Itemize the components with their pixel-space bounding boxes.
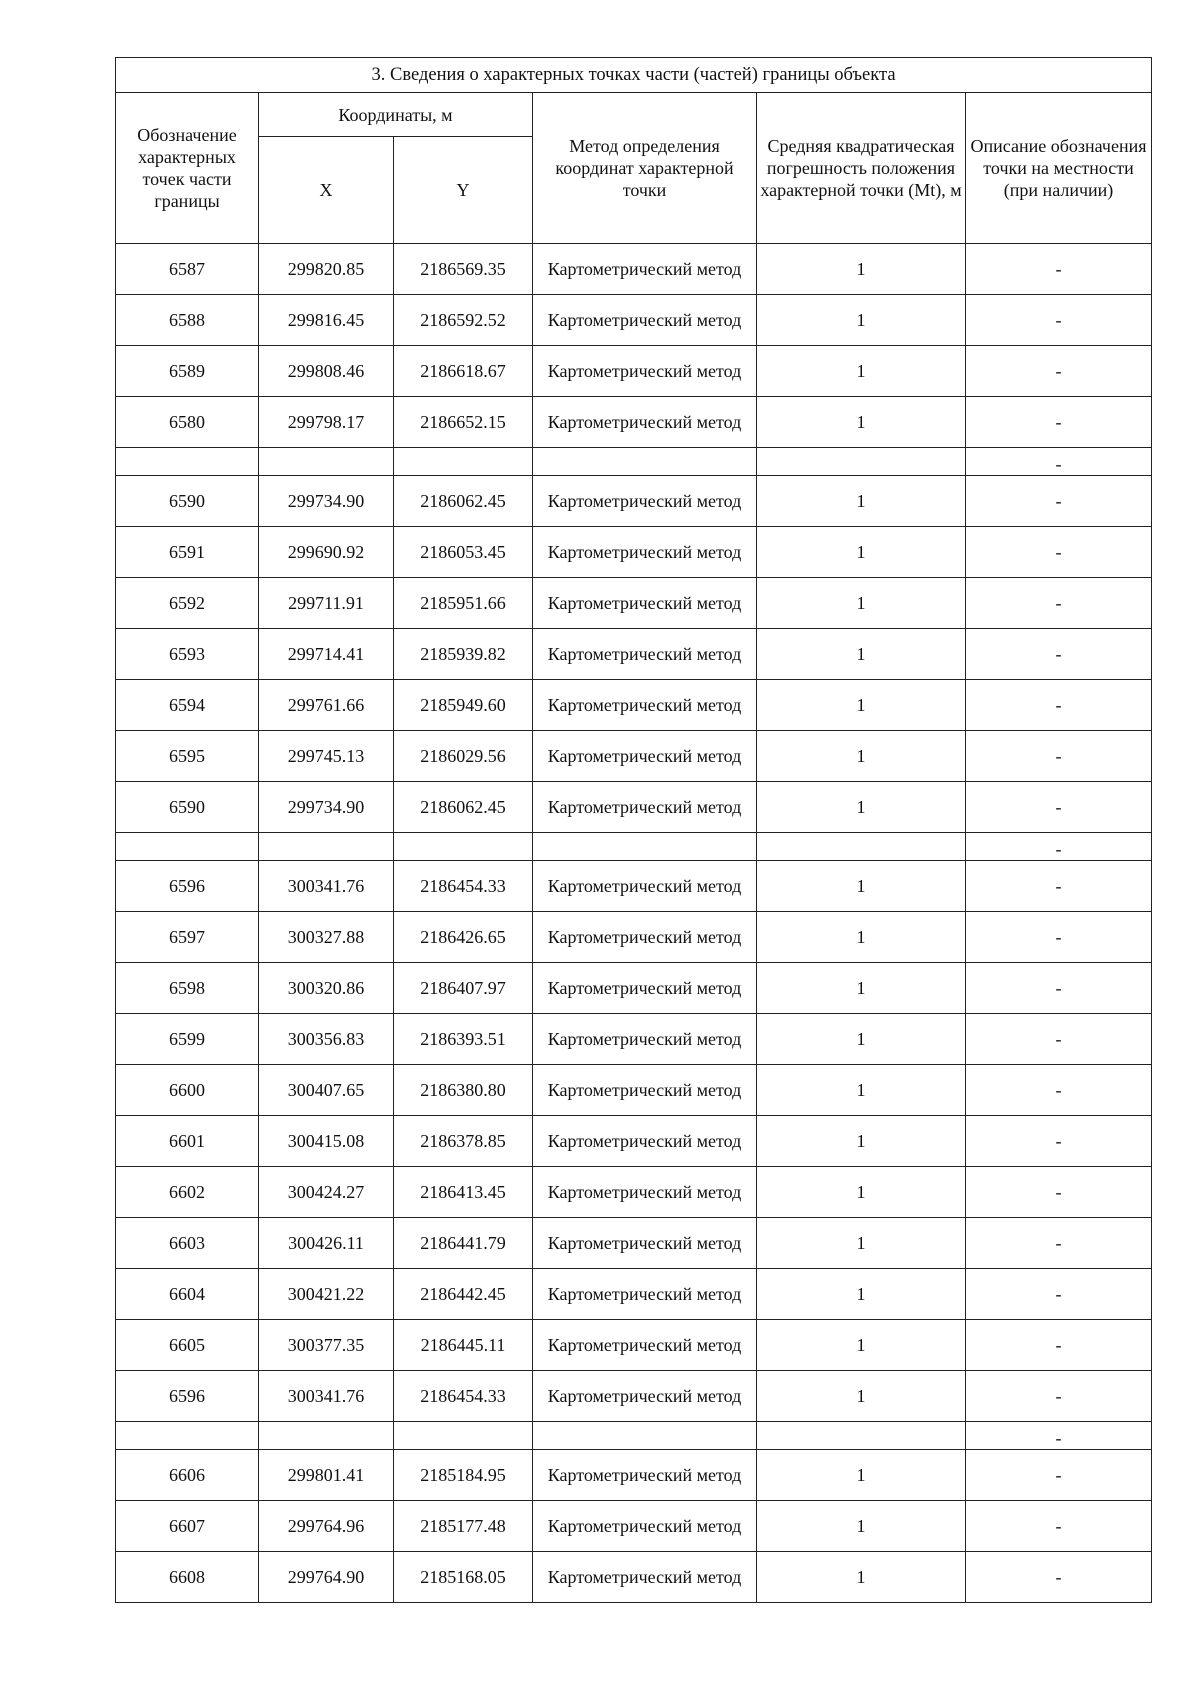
accuracy-mt: 1 bbox=[757, 1552, 966, 1603]
empty-cell bbox=[259, 1422, 394, 1450]
coord-y: 2186413.45 bbox=[394, 1167, 533, 1218]
point-description: - bbox=[966, 295, 1152, 346]
method: Картометрический метод bbox=[533, 578, 757, 629]
accuracy-mt: 1 bbox=[757, 963, 966, 1014]
point-number: 6588 bbox=[116, 295, 259, 346]
point-description: - bbox=[966, 1065, 1152, 1116]
accuracy-mt: 1 bbox=[757, 1269, 966, 1320]
coord-x: 299801.41 bbox=[259, 1450, 394, 1501]
accuracy-mt: 1 bbox=[757, 861, 966, 912]
table-title-row bbox=[116, 58, 1152, 93]
table-row bbox=[116, 346, 1152, 397]
coord-x: 299761.66 bbox=[259, 680, 394, 731]
point-number: 6594 bbox=[116, 680, 259, 731]
coord-x: 299690.92 bbox=[259, 527, 394, 578]
point-description: - bbox=[966, 782, 1152, 833]
accuracy-mt: 1 bbox=[757, 629, 966, 680]
table-row bbox=[116, 782, 1152, 833]
point-number: 6587 bbox=[116, 244, 259, 295]
coord-y: 2186592.52 bbox=[394, 295, 533, 346]
coord-y: 2186378.85 bbox=[394, 1116, 533, 1167]
accuracy-mt: 1 bbox=[757, 244, 966, 295]
point-description: - bbox=[966, 578, 1152, 629]
header-description: Описание обозначения точки на местности (при наличии) bbox=[966, 93, 1152, 244]
method: Картометрический метод bbox=[533, 1552, 757, 1603]
empty-cell bbox=[757, 1422, 966, 1450]
empty-cell bbox=[116, 833, 259, 861]
table-row bbox=[116, 527, 1152, 578]
method: Картометрический метод bbox=[533, 629, 757, 680]
table-row bbox=[116, 1269, 1152, 1320]
point-number: 6602 bbox=[116, 1167, 259, 1218]
empty-cell bbox=[757, 833, 966, 861]
point-number: 6591 bbox=[116, 527, 259, 578]
table-title: 3. Сведения о характерных точках части (частей) границы объекта bbox=[116, 58, 1152, 93]
table-row bbox=[116, 963, 1152, 1014]
point-description: - bbox=[966, 1422, 1152, 1450]
method: Картометрический метод bbox=[533, 397, 757, 448]
coord-x: 299798.17 bbox=[259, 397, 394, 448]
method: Картометрический метод bbox=[533, 244, 757, 295]
table-row bbox=[116, 476, 1152, 527]
coord-x: 300341.76 bbox=[259, 861, 394, 912]
accuracy-mt: 1 bbox=[757, 578, 966, 629]
point-number: 6608 bbox=[116, 1552, 259, 1603]
coord-x: 300421.22 bbox=[259, 1269, 394, 1320]
point-description: - bbox=[966, 1218, 1152, 1269]
method: Картометрический метод bbox=[533, 680, 757, 731]
point-number: 6606 bbox=[116, 1450, 259, 1501]
coord-y: 2185177.48 bbox=[394, 1501, 533, 1552]
table-row bbox=[116, 1065, 1152, 1116]
point-number: 6598 bbox=[116, 963, 259, 1014]
coord-x: 300426.11 bbox=[259, 1218, 394, 1269]
method: Картометрический метод bbox=[533, 1501, 757, 1552]
accuracy-mt: 1 bbox=[757, 912, 966, 963]
empty-cell bbox=[394, 1422, 533, 1450]
empty-cell bbox=[259, 448, 394, 476]
empty-cell bbox=[116, 1422, 259, 1450]
accuracy-mt: 1 bbox=[757, 1501, 966, 1552]
point-number: 6596 bbox=[116, 861, 259, 912]
coord-y: 2186618.67 bbox=[394, 346, 533, 397]
separator-row bbox=[116, 833, 1152, 861]
table-row bbox=[116, 578, 1152, 629]
point-description: - bbox=[966, 346, 1152, 397]
coord-x: 299734.90 bbox=[259, 476, 394, 527]
boundary-points-table bbox=[115, 57, 1152, 1603]
point-number: 6599 bbox=[116, 1014, 259, 1065]
method: Картометрический метод bbox=[533, 963, 757, 1014]
coord-y: 2185939.82 bbox=[394, 629, 533, 680]
method: Картометрический метод bbox=[533, 1065, 757, 1116]
coord-x: 299714.41 bbox=[259, 629, 394, 680]
method: Картометрический метод bbox=[533, 1116, 757, 1167]
accuracy-mt: 1 bbox=[757, 1320, 966, 1371]
header-designation: Обозначение характерных точек части границы bbox=[116, 93, 259, 244]
method: Картометрический метод bbox=[533, 1218, 757, 1269]
method: Картометрический метод bbox=[533, 1269, 757, 1320]
method: Картометрический метод bbox=[533, 527, 757, 578]
accuracy-mt: 1 bbox=[757, 346, 966, 397]
coord-x: 299764.96 bbox=[259, 1501, 394, 1552]
accuracy-mt: 1 bbox=[757, 476, 966, 527]
table-row bbox=[116, 912, 1152, 963]
accuracy-mt: 1 bbox=[757, 731, 966, 782]
coord-y: 2185168.05 bbox=[394, 1552, 533, 1603]
coord-x: 300407.65 bbox=[259, 1065, 394, 1116]
method: Картометрический метод bbox=[533, 912, 757, 963]
empty-cell bbox=[757, 448, 966, 476]
empty-cell bbox=[533, 448, 757, 476]
method: Картометрический метод bbox=[533, 1450, 757, 1501]
table-row bbox=[116, 861, 1152, 912]
point-number: 6596 bbox=[116, 1371, 259, 1422]
table-row bbox=[116, 629, 1152, 680]
accuracy-mt: 1 bbox=[757, 782, 966, 833]
coord-y: 2186569.35 bbox=[394, 244, 533, 295]
method: Картометрический метод bbox=[533, 1320, 757, 1371]
coord-y: 2186454.33 bbox=[394, 861, 533, 912]
point-description: - bbox=[966, 448, 1152, 476]
table-row bbox=[116, 244, 1152, 295]
accuracy-mt: 1 bbox=[757, 1014, 966, 1065]
coord-x: 299808.46 bbox=[259, 346, 394, 397]
coord-y: 2186393.51 bbox=[394, 1014, 533, 1065]
coord-y: 2186062.45 bbox=[394, 782, 533, 833]
point-description: - bbox=[966, 1269, 1152, 1320]
method: Картометрический метод bbox=[533, 295, 757, 346]
empty-cell bbox=[533, 833, 757, 861]
point-description: - bbox=[966, 680, 1152, 731]
table-row bbox=[116, 1167, 1152, 1218]
table-row bbox=[116, 1014, 1152, 1065]
accuracy-mt: 1 bbox=[757, 1450, 966, 1501]
point-number: 6593 bbox=[116, 629, 259, 680]
header-x: X bbox=[259, 137, 394, 244]
coord-y: 2185951.66 bbox=[394, 578, 533, 629]
coord-x: 299816.45 bbox=[259, 295, 394, 346]
table-row bbox=[116, 397, 1152, 448]
coord-x: 299764.90 bbox=[259, 1552, 394, 1603]
coord-x: 300377.35 bbox=[259, 1320, 394, 1371]
table-row bbox=[116, 1501, 1152, 1552]
coord-y: 2186442.45 bbox=[394, 1269, 533, 1320]
coord-x: 300327.88 bbox=[259, 912, 394, 963]
point-description: - bbox=[966, 833, 1152, 861]
method: Картометрический метод bbox=[533, 731, 757, 782]
coord-x: 300424.27 bbox=[259, 1167, 394, 1218]
accuracy-mt: 1 bbox=[757, 295, 966, 346]
point-number: 6600 bbox=[116, 1065, 259, 1116]
empty-cell bbox=[533, 1422, 757, 1450]
empty-cell bbox=[394, 448, 533, 476]
table-row bbox=[116, 680, 1152, 731]
point-number: 6597 bbox=[116, 912, 259, 963]
coord-y: 2186445.11 bbox=[394, 1320, 533, 1371]
coord-y: 2186454.33 bbox=[394, 1371, 533, 1422]
header-accuracy: Средняя квадратическая погрешность положения характерной точки (Mt), м bbox=[757, 93, 966, 244]
empty-cell bbox=[259, 833, 394, 861]
point-number: 6603 bbox=[116, 1218, 259, 1269]
point-description: - bbox=[966, 244, 1152, 295]
point-number: 6590 bbox=[116, 782, 259, 833]
coord-x: 299711.91 bbox=[259, 578, 394, 629]
table-row bbox=[116, 295, 1152, 346]
accuracy-mt: 1 bbox=[757, 1371, 966, 1422]
point-number: 6595 bbox=[116, 731, 259, 782]
table-row bbox=[116, 1552, 1152, 1603]
point-number: 6605 bbox=[116, 1320, 259, 1371]
point-description: - bbox=[966, 861, 1152, 912]
point-description: - bbox=[966, 1167, 1152, 1218]
empty-cell bbox=[394, 833, 533, 861]
point-description: - bbox=[966, 912, 1152, 963]
method: Картометрический метод bbox=[533, 476, 757, 527]
point-description: - bbox=[966, 527, 1152, 578]
coord-x: 300341.76 bbox=[259, 1371, 394, 1422]
point-number: 6592 bbox=[116, 578, 259, 629]
coord-x: 299734.90 bbox=[259, 782, 394, 833]
accuracy-mt: 1 bbox=[757, 680, 966, 731]
point-description: - bbox=[966, 731, 1152, 782]
point-number: 6604 bbox=[116, 1269, 259, 1320]
accuracy-mt: 1 bbox=[757, 1065, 966, 1116]
coord-y: 2186062.45 bbox=[394, 476, 533, 527]
coord-x: 300356.83 bbox=[259, 1014, 394, 1065]
method: Картометрический метод bbox=[533, 1014, 757, 1065]
point-number: 6601 bbox=[116, 1116, 259, 1167]
accuracy-mt: 1 bbox=[757, 1218, 966, 1269]
coord-y: 2186053.45 bbox=[394, 527, 533, 578]
method: Картометрический метод bbox=[533, 1371, 757, 1422]
method: Картометрический метод bbox=[533, 1167, 757, 1218]
coord-x: 299745.13 bbox=[259, 731, 394, 782]
point-description: - bbox=[966, 397, 1152, 448]
accuracy-mt: 1 bbox=[757, 397, 966, 448]
method: Картометрический метод bbox=[533, 346, 757, 397]
table-row bbox=[116, 1218, 1152, 1269]
coord-y: 2186029.56 bbox=[394, 731, 533, 782]
header-method: Метод определения координат характерной точки bbox=[533, 93, 757, 244]
point-number: 6580 bbox=[116, 397, 259, 448]
coord-y: 2186441.79 bbox=[394, 1218, 533, 1269]
point-description: - bbox=[966, 1014, 1152, 1065]
coord-x: 299820.85 bbox=[259, 244, 394, 295]
method: Картометрический метод bbox=[533, 861, 757, 912]
header-y: Y bbox=[394, 137, 533, 244]
point-description: - bbox=[966, 963, 1152, 1014]
coord-y: 2186380.80 bbox=[394, 1065, 533, 1116]
coord-y: 2186426.65 bbox=[394, 912, 533, 963]
header-coordinates: Координаты, м bbox=[259, 93, 533, 137]
coord-y: 2185949.60 bbox=[394, 680, 533, 731]
point-number: 6589 bbox=[116, 346, 259, 397]
empty-cell bbox=[116, 448, 259, 476]
coord-y: 2185184.95 bbox=[394, 1450, 533, 1501]
coord-x: 300320.86 bbox=[259, 963, 394, 1014]
separator-row bbox=[116, 1422, 1152, 1450]
table-row bbox=[116, 1371, 1152, 1422]
header-row-1 bbox=[116, 93, 1152, 137]
accuracy-mt: 1 bbox=[757, 1167, 966, 1218]
coord-y: 2186407.97 bbox=[394, 963, 533, 1014]
coord-y: 2186652.15 bbox=[394, 397, 533, 448]
point-description: - bbox=[966, 1450, 1152, 1501]
point-description: - bbox=[966, 1501, 1152, 1552]
coord-x: 300415.08 bbox=[259, 1116, 394, 1167]
point-description: - bbox=[966, 1320, 1152, 1371]
point-description: - bbox=[966, 629, 1152, 680]
separator-row bbox=[116, 448, 1152, 476]
point-description: - bbox=[966, 1116, 1152, 1167]
table-row bbox=[116, 731, 1152, 782]
method: Картометрический метод bbox=[533, 782, 757, 833]
point-number: 6607 bbox=[116, 1501, 259, 1552]
point-description: - bbox=[966, 1552, 1152, 1603]
point-description: - bbox=[966, 476, 1152, 527]
accuracy-mt: 1 bbox=[757, 1116, 966, 1167]
table-row bbox=[116, 1320, 1152, 1371]
point-description: - bbox=[966, 1371, 1152, 1422]
point-number: 6590 bbox=[116, 476, 259, 527]
accuracy-mt: 1 bbox=[757, 527, 966, 578]
table-row bbox=[116, 1116, 1152, 1167]
table-row bbox=[116, 1450, 1152, 1501]
